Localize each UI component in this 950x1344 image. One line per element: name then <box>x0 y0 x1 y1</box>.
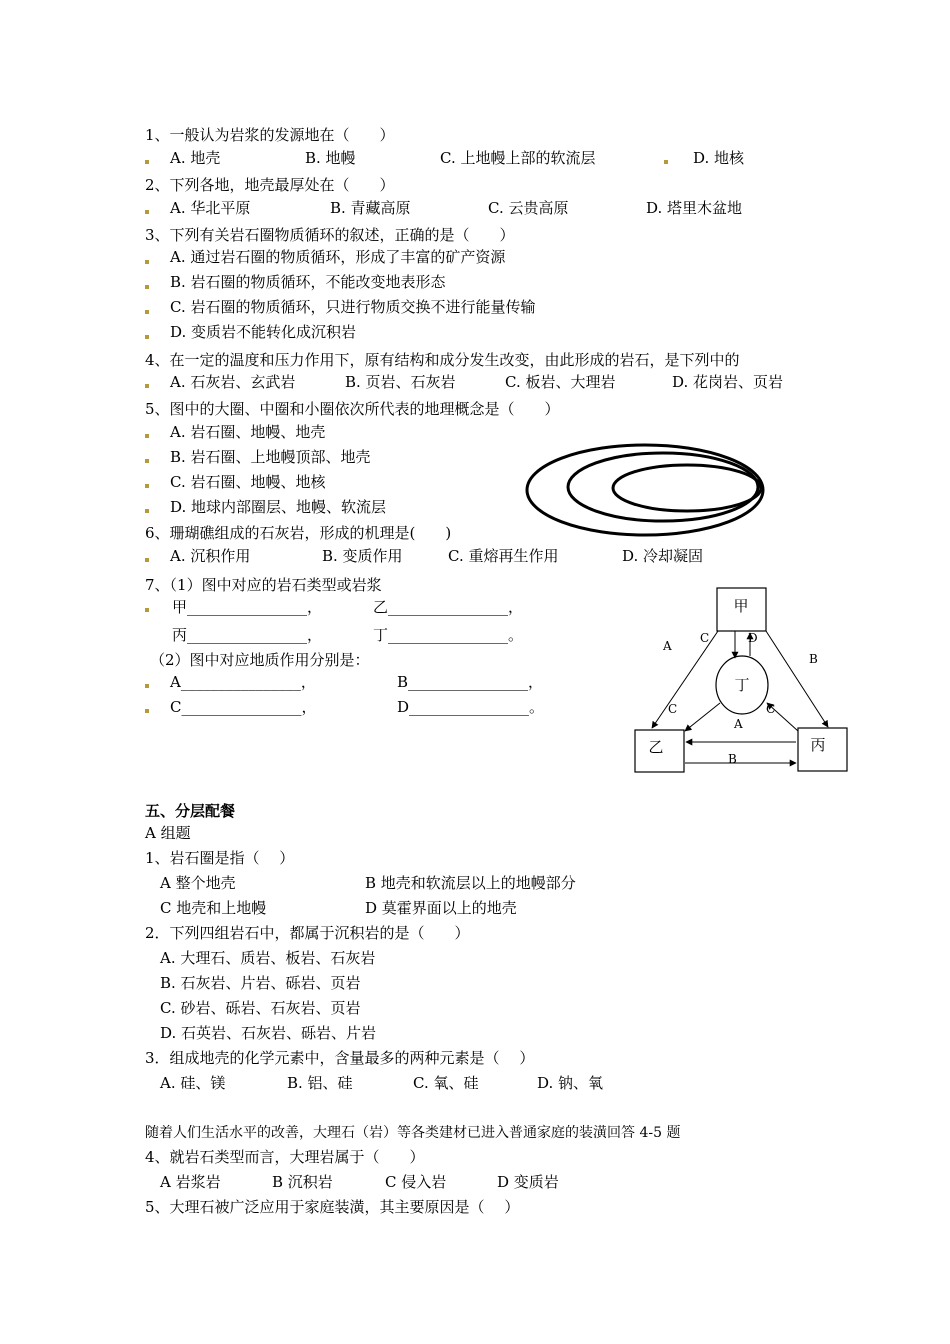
s3-option-a: A. 硅、镁 <box>160 1074 226 1092</box>
q1-option-b: B. 地幔 <box>305 149 356 167</box>
q6-stem: 6、珊瑚礁组成的石灰岩，形成的机理是( ) <box>145 524 452 542</box>
s2-option-a: A. 大理石、质岩、板岩、石灰岩 <box>160 949 376 967</box>
q7-blank-bing[interactable]: 丙________________， <box>172 626 323 644</box>
label-jia: 甲 <box>733 597 749 615</box>
s3-option-b: B. 铝、硅 <box>287 1074 353 1092</box>
arrow-label-c-top: C <box>700 631 710 645</box>
arrow-ding-to-yi <box>685 703 720 731</box>
s5-stem: 5、大理石被广泛应用于家庭装潢，其主要原因是（ ） <box>145 1198 520 1216</box>
bullet-marker <box>145 709 149 713</box>
concentric-circles-figure <box>510 440 780 550</box>
s3-stem: 3．组成地壳的化学元素中，含量最多的两种元素是（ ） <box>145 1049 535 1067</box>
q7-blank-c[interactable]: C________________， <box>170 698 317 716</box>
section-title: 五、分层配餐 <box>145 802 236 820</box>
q7-blank-jia[interactable]: 甲________________， <box>172 598 323 616</box>
arrow-label-b-bottom: B <box>728 752 737 766</box>
s1-option-a: A 整个地壳 <box>160 874 236 892</box>
bullet-marker <box>145 310 149 314</box>
q2-option-d: D. 塔里木盆地 <box>646 199 743 217</box>
arrow-label-c-right: C <box>766 702 776 716</box>
q5-stem: 5、图中的大圈、中圈和小圈依次所代表的地理概念是（ ） <box>145 400 560 418</box>
q2-option-b: B. 青藏高原 <box>330 199 411 217</box>
s4-option-c: C 侵入岩 <box>385 1173 447 1191</box>
rock-cycle-diagram <box>628 580 858 780</box>
q3-option-c: C. 岩石圈的物质循环，只进行物质交换不进行能量传输 <box>170 298 536 316</box>
q5-option-d: D. 地球内部圈层、地幔、软流层 <box>170 498 387 516</box>
bullet-marker <box>145 335 149 339</box>
q4-option-b: B. 页岩、石灰岩 <box>345 373 456 391</box>
s4-option-d: D 变质岩 <box>497 1173 559 1191</box>
s1-option-c: C 地壳和上地幔 <box>160 899 267 917</box>
q7-blank-yi[interactable]: 乙________________， <box>373 598 524 616</box>
arrow-label-c-left: C <box>668 702 678 716</box>
bullet-marker <box>145 459 149 463</box>
s1-option-d: D 莫霍界面以上的地壳 <box>365 899 517 917</box>
q1-option-a: A. 地壳 <box>170 149 221 167</box>
q2-option-a: A. 华北平原 <box>170 199 251 217</box>
label-bing: 丙 <box>810 736 826 754</box>
q7-blank-a[interactable]: A________________， <box>170 673 316 691</box>
q7-sub2-stem: （2）图中对应地质作用分别是： <box>150 651 370 669</box>
bullet-marker <box>145 684 149 688</box>
small-circle <box>613 465 761 511</box>
intro-text: 随着人们生活水平的改善，大理石（岩）等各类建材已进入普通家庭的装潢回答 4-5 题 <box>145 1125 681 1141</box>
bullet-marker <box>145 210 149 214</box>
q5-option-c: C. 岩石圈、地幔、地核 <box>170 473 326 491</box>
arrow-label-a-bottom: A <box>734 717 743 731</box>
q6-option-b: B. 变质作用 <box>322 547 403 565</box>
q6-option-a: A. 沉积作用 <box>170 547 251 565</box>
label-yi: 乙 <box>648 738 664 756</box>
s2-stem: 2．下列四组岩石中，都属于沉积岩的是（ ） <box>145 924 470 942</box>
s4-stem: 4、就岩石类型而言，大理岩属于（ ） <box>145 1148 425 1166</box>
q7-blank-d[interactable]: D________________。 <box>397 698 545 716</box>
bullet-marker <box>145 285 149 289</box>
q1-option-c: C. 上地幔上部的软流层 <box>440 149 596 167</box>
s1-option-b: B 地壳和软流层以上的地幔部分 <box>365 874 576 892</box>
q7-blank-b[interactable]: B________________， <box>397 673 544 691</box>
q3-stem: 3、下列有关岩石圈物质循环的叙述，正确的是（ ） <box>145 226 515 244</box>
q4-stem: 4、在一定的温度和压力作用下，原有结构和成分发生改变，由此形成的岩石，是下列中的 <box>145 351 740 369</box>
q4-option-a: A. 石灰岩、玄武岩 <box>170 373 296 391</box>
q4-option-d: D. 花岗岩、页岩 <box>672 373 784 391</box>
bullet-marker <box>145 509 149 513</box>
q4-option-c: C. 板岩、大理岩 <box>505 373 616 391</box>
arrow-label-a-left: A <box>663 639 672 653</box>
bullet-marker <box>145 384 149 388</box>
q2-stem: 2、下列各地，地壳最厚处在（ ） <box>145 176 395 194</box>
q2-option-c: C. 云贵高原 <box>488 199 569 217</box>
bullet-marker <box>145 160 149 164</box>
s2-option-d: D. 石英岩、石灰岩、砾岩、片岩 <box>160 1024 377 1042</box>
q5-option-b: B. 岩石圈、上地幔顶部、地壳 <box>170 448 371 466</box>
arrow-label-b-right: B <box>809 652 818 666</box>
group-label: A 组题 <box>145 824 191 842</box>
bullet-marker <box>145 260 149 264</box>
bullet-marker <box>664 160 668 164</box>
q5-option-a: A. 岩石圈、地幔、地壳 <box>170 423 326 441</box>
q6-option-c: C. 重熔再生作用 <box>448 547 559 565</box>
bullet-marker <box>145 434 149 438</box>
bullet-marker <box>145 558 149 562</box>
s3-option-c: C. 氧、硅 <box>413 1074 479 1092</box>
q7-stem: 7、（1）图中对应的岩石类型或岩浆 <box>145 576 382 594</box>
q3-option-a: A. 通过岩石圈的物质循环，形成了丰富的矿产资源 <box>170 248 506 266</box>
s4-option-a: A 岩浆岩 <box>160 1173 221 1191</box>
q7-blank-ding[interactable]: 丁________________。 <box>373 626 524 644</box>
arrow-jia-to-yi <box>652 631 718 728</box>
q1-option-d: D. 地核 <box>693 149 745 167</box>
q3-option-b: B. 岩石圈的物质循环，不能改变地表形态 <box>170 273 446 291</box>
bullet-marker <box>145 608 149 612</box>
arrow-label-d: D <box>748 631 758 645</box>
arrow-jia-to-bing <box>766 631 828 727</box>
label-ding: 丁 <box>734 676 750 694</box>
s1-stem: 1、岩石圈是指（ ） <box>145 849 295 867</box>
s3-option-d: D. 钠、氧 <box>537 1074 604 1092</box>
s2-option-b: B. 石灰岩、片岩、砾岩、页岩 <box>160 974 361 992</box>
q3-option-d: D. 变质岩不能转化成沉积岩 <box>170 323 357 341</box>
q6-option-d: D. 冷却凝固 <box>622 547 704 565</box>
q1-stem: 1、一般认为岩浆的发源地在（ ） <box>145 126 395 144</box>
s4-option-b: B 沉积岩 <box>272 1173 333 1191</box>
bullet-marker <box>145 484 149 488</box>
s2-option-c: C. 砂岩、砾岩、石灰岩、页岩 <box>160 999 361 1017</box>
